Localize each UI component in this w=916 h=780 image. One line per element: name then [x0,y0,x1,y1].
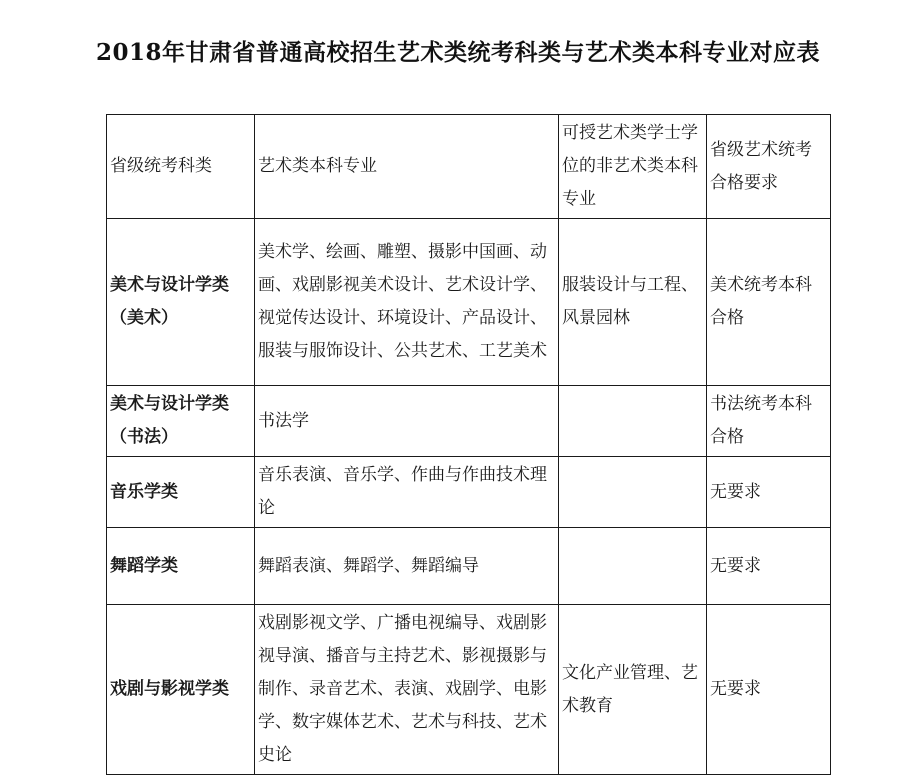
row-category: 音乐学类 [107,457,255,528]
table-row [107,219,831,386]
header-requirement: 省级艺术统考合格要求 [707,115,831,219]
header-category: 省级统考科类 [107,115,255,219]
row-category: 舞蹈学类 [107,528,255,605]
row-category: 戏剧与影视学类 [107,605,255,775]
row-majors: 书法学 [255,386,559,457]
table-row [107,386,831,457]
row-category: 美术与设计学类（美术） [107,219,255,386]
row-requirement: 美术统考本科合格 [707,219,831,386]
row-non-art-majors [559,386,707,457]
table-row [107,605,831,775]
header-art-majors: 艺术类本科专业 [255,115,559,219]
row-requirement: 无要求 [707,605,831,775]
header-non-art-majors: 可授艺术类学士学位的非艺术类本科专业 [559,115,707,219]
row-category: 美术与设计学类（书法） [107,386,255,457]
row-requirement: 无要求 [707,457,831,528]
row-majors: 舞蹈表演、舞蹈学、舞蹈编导 [255,528,559,605]
row-majors: 音乐表演、音乐学、作曲与作曲技术理论 [255,457,559,528]
row-majors: 戏剧影视文学、广播电视编导、戏剧影视导演、播音与主持艺术、影视摄影与制作、录音艺术、表演、戏剧学、电影学、数字媒体艺术、艺术与科技、艺术史论 [255,605,559,775]
row-requirement: 书法统考本科合格 [707,386,831,457]
row-non-art-majors [559,528,707,605]
row-requirement: 无要求 [707,528,831,605]
row-non-art-majors: 服装设计与工程、风景园林 [559,219,707,386]
table-row [107,457,831,528]
major-correspondence-table [106,114,831,775]
row-non-art-majors [559,457,707,528]
page-title: 2018年甘肃省普通高校招生艺术类统考科类与艺术类本科专业对应表 [95,39,820,66]
table-row [107,528,831,605]
row-non-art-majors: 文化产业管理、艺术教育 [559,605,707,775]
row-majors: 美术学、绘画、雕塑、摄影中国画、动画、戏剧影视美术设计、艺术设计学、视觉传达设计、环境设计、产品设计、服装与服饰设计、公共艺术、工艺美术 [255,219,559,386]
table-header-row [107,115,831,219]
